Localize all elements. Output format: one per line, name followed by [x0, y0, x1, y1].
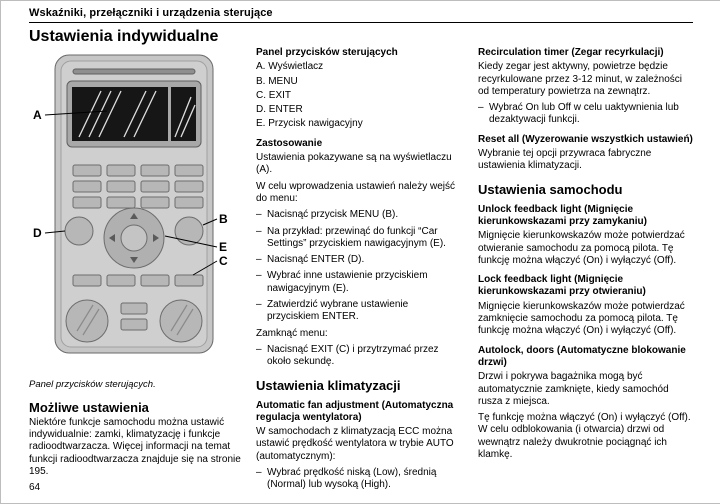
label-C: C	[219, 254, 228, 268]
legend-item-a: A. Wyświetlacz	[256, 61, 324, 73]
autolock-text-2: Tę funkcję można włączyć (On) i wyłączyć (Off). W celu odblokowania (i otwarcia) drzwi od wewnątrz należy dwukrotnie pociągnąć ich klamkę.	[478, 412, 691, 461]
recirculation-text: Kiedy zegar jest aktywny, powietrze będzie recyrkulowane przez 3-12 minut, w zależności od temperatury powietrza na zewnątrz.	[478, 61, 682, 97]
lock-feedback-heading: Lock feedback light (Mignięcie kierunkowskazami przy otwieraniu)	[478, 274, 646, 298]
legend-item-e: E. Przycisk nawigacyjny	[256, 118, 363, 130]
menu-step-4: – Wybrać inne ustawienie przyciskiem nawigacyjnym (E).	[256, 270, 460, 295]
panel-legend	[256, 61, 460, 130]
close-menu-step: – Nacisnąć EXIT (C) i przytrzymać przez około sekundę.	[256, 344, 460, 369]
knob-right	[160, 300, 202, 342]
column-right	[478, 47, 694, 465]
label-B: B	[219, 212, 228, 226]
lock-feedback-text: Mignięcie kierunkowskazów może potwierdzać zamknięcie samochodu za pomocą pilota. Tę funkcję można włączyć (On) i wyłączyć (Off).	[478, 300, 685, 337]
usage-paragraph-2: W celu wprowadzenia ustawień należy wejść do menu:	[256, 180, 455, 204]
fan-adjustment-step: – Wybrać prędkość niską (Low), średnią (Normal) lub wysoką (High).	[256, 467, 460, 492]
reset-all-text: Wybranie tej opcji przywraca fabryczne ustawienia klimatyzacji.	[478, 148, 652, 172]
autolock-text-1: Drzwi i pokrywa bagażnika mogą być automatycznie zamknięte, kiedy samochód rusza z miejsca.	[478, 371, 669, 407]
panel-buttons-heading: Panel przycisków sterujących	[256, 47, 398, 58]
close-menu-text: Zamknąć menu:	[256, 327, 328, 339]
legend-item-c: C. EXIT	[256, 89, 292, 101]
column-left	[29, 47, 243, 482]
label-A: A	[33, 108, 42, 122]
control-panel-illustration	[29, 53, 234, 365]
autolock-heading: Autolock, doors (Automatyczne blokowanie drzwi)	[478, 344, 686, 368]
running-header: Wskaźniki, przełączniki i urządzenia sterujące	[29, 7, 273, 19]
climate-settings-heading: Ustawienia klimatyzacji	[256, 377, 401, 393]
usage-heading: Zastosowanie	[256, 137, 323, 149]
figure-caption: Panel przycisków sterujących.	[29, 379, 156, 391]
menu-step-1: – Nacisnąć przycisk MENU (B).	[256, 209, 460, 221]
header-rule	[29, 22, 693, 23]
usage-paragraph-1: Ustawienia pokazywane są na wyświetlaczu (A).	[256, 152, 452, 176]
fan-adjustment-heading: Automatic fan adjustment (Automatyczna regulacja wentylatora)	[256, 399, 454, 423]
possible-settings-heading: Możliwe ustawienia	[29, 399, 149, 415]
legend-item-d: D. ENTER	[256, 104, 303, 116]
round-button-left	[65, 217, 93, 245]
fan-adjustment-text: W samochodach z klimatyzacją ECC można ustawić prędkość wentylatora w trybie AUTO (automatycznym):	[256, 426, 454, 462]
enter-button	[121, 225, 147, 251]
page-number: 64	[29, 482, 41, 493]
unlock-feedback-heading: Unlock feedback light (Mignięcie kierunkowskazami przy zamykaniu)	[478, 203, 647, 227]
recirculation-step: – Wybrać On lub Off w celu uaktywnienia lub dezaktywacji funkcji.	[478, 102, 694, 127]
menu-step-2: – Na przykład: przewinąć do funkcji “Car Settings” przyciskiem nawigacyjnym (E).	[256, 226, 460, 251]
car-settings-heading: Ustawienia samochodu	[478, 181, 623, 197]
possible-settings-text: Niektóre funkcje samochodu można ustawić indywidualnie: zamki, klimatyzację i funkcje radioodtwarzacza. Więcej informacji na temat funkcji radioodtwarzacza znajduje się na stronie 195.	[29, 416, 241, 478]
cd-slot	[73, 69, 195, 74]
figure-block	[29, 53, 243, 392]
page-title: Ustawienia indywidualne	[29, 28, 219, 45]
menu-step-5: – Zatwierdzić wybrane ustawienie przyciskiem ENTER.	[256, 299, 460, 324]
menu-step-3: – Nacisnąć ENTER (D).	[256, 254, 460, 266]
knob-left	[66, 300, 108, 342]
legend-item-b: B. MENU	[256, 75, 298, 87]
column-middle	[256, 47, 460, 496]
label-E: E	[219, 240, 228, 254]
reset-all-heading: Reset all (Wyzerowanie wszystkich ustawień)	[478, 133, 693, 145]
label-D: D	[33, 226, 42, 240]
recirculation-heading: Recirculation timer (Zegar recyrkulacji)	[478, 47, 664, 58]
unlock-feedback-text: Mignięcie kierunkowskazów może potwierdzać otwieranie samochodu za pomocą pilota. Tę funkcję można włączyć (On) i wyłączyć (Off).	[478, 230, 685, 266]
